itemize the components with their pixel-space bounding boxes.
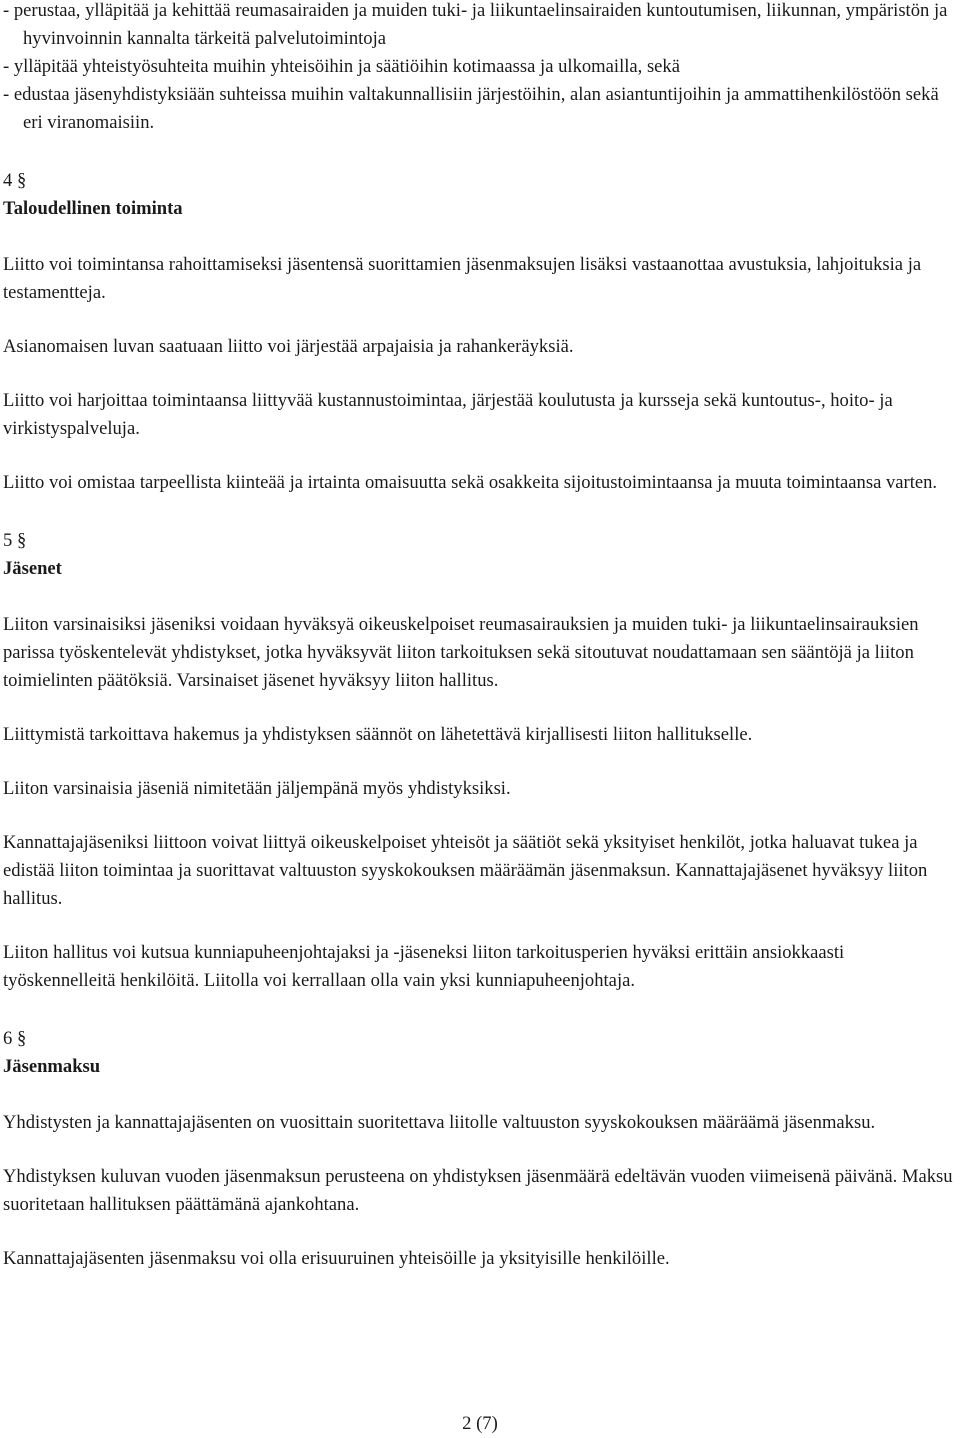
section-6: [3, 1025, 955, 1273]
section-paragraph: Kannattajajäsenten jäsenmaksu voi olla erisuuruinen yhteisöille ja yksityisille henkilöille.: [3, 1248, 670, 1269]
section-number: 6 §: [3, 1028, 27, 1049]
section-paragraph: Liittymistä tarkoittava hakemus ja yhdistyksen säännöt on lähetettävä kirjallisesti liiton hallitukselle.: [3, 724, 753, 745]
intro-bullet: - perustaa, ylläpitää ja kehittää reumasairaiden ja muiden tuki- ja liikuntaelinsairaiden kuntoutumisen, liikunnan, ympäristön ja hyvinvoinnin kannalta tärkeitä palvelutoimintoja: [3, 0, 948, 49]
section-paragraph: Liitto voi toimintansa rahoittamiseksi jäsentensä suorittamien jäsenmaksujen lisäksi vastaanottaa avustuksia, lahjoituksia ja testamentteja.: [3, 254, 922, 303]
intro-bullet-list: [3, 0, 955, 137]
section-paragraph: Yhdistysten ja kannattajajäsenten on vuosittain suoritettava liitolle valtuuston syyskokouksen määräämä jäsenmaksu.: [3, 1112, 876, 1133]
section-title: Jäsenmaksu: [3, 1056, 101, 1077]
section-title: Jäsenet: [3, 558, 62, 579]
intro-bullet: - edustaa jäsenyhdistyksiään suhteissa muihin valtakunnallisiin järjestöihin, alan asiantuntijoihin ja ammattihenkilöstöön sekä eri viranomaisiin.: [3, 84, 939, 133]
section-paragraph: Kannattajajäseniksi liittoon voivat liittyä oikeuskelpoiset yhteisöt ja säätiöt sekä yksityiset henkilöt, jotka haluavat tukea ja edistää liiton toimintaa ja suorittavat valtuuston syyskokouksen määräämän jäsenmaksun. Kannattajajäsenet hyväksyy liiton hallitus.: [3, 832, 928, 909]
section-paragraph: Yhdistyksen kuluvan vuoden jäsenmaksun perusteena on yhdistyksen jäsenmäärä edeltävän vuoden viimeisenä päivänä. Maksu suoritetaan hallituksen päättämänä ajankohtana.: [3, 1166, 953, 1215]
section-paragraph: Liiton varsinaisiksi jäseniksi voidaan hyväksyä oikeuskelpoiset reumasairauksien ja muiden tuki- ja liikuntaelinsairauksien parissa työskentelevät yhdistykset, jotka hyväksyvät liiton tarkoituksen sekä sitoutuvat noudattamaan sen sääntöjä ja liiton toimielinten päätöksiä. Varsinaiset jäsenet hyväksyy liiton hallitus.: [3, 614, 919, 691]
section-number: 5 §: [3, 530, 27, 551]
document-page: [3, 0, 955, 1273]
intro-bullet: - ylläpitää yhteistyösuhteita muihin yhteisöihin ja säätiöihin kotimaassa ja ulkomailla, sekä: [3, 56, 680, 77]
section-paragraph: Liiton hallitus voi kutsua kunniapuheenjohtajaksi ja -jäseneksi liiton tarkoitusperien hyväksi erittäin ansiokkaasti työskennelleitä henkilöitä. Liitolla voi kerrallaan olla vain yksi kunniapuheenjohtaja.: [3, 942, 845, 991]
section-paragraph: Liitto voi harjoittaa toimintaansa liittyvää kustannustoimintaa, järjestää koulutusta ja kursseja sekä kuntoutus-, hoito- ja virkistyspalveluja.: [3, 390, 893, 439]
section-title: Taloudellinen toiminta: [3, 198, 183, 219]
section-paragraph: Liiton varsinaisia jäseniä nimitetään jäljempänä myös yhdistyksiksi.: [3, 778, 511, 799]
section-paragraph: Asianomaisen luvan saatuaan liitto voi järjestää arpajaisia ja rahankeräyksiä.: [3, 336, 574, 357]
page-number: 2 (7): [462, 1413, 498, 1434]
section-4: [3, 167, 955, 497]
section-number: 4 §: [3, 170, 27, 191]
section-paragraph: Liitto voi omistaa tarpeellista kiinteää ja irtainta omaisuutta sekä osakkeita sijoitustoimintaansa ja muuta toimintaansa varten.: [3, 472, 938, 493]
section-5: [3, 527, 955, 995]
